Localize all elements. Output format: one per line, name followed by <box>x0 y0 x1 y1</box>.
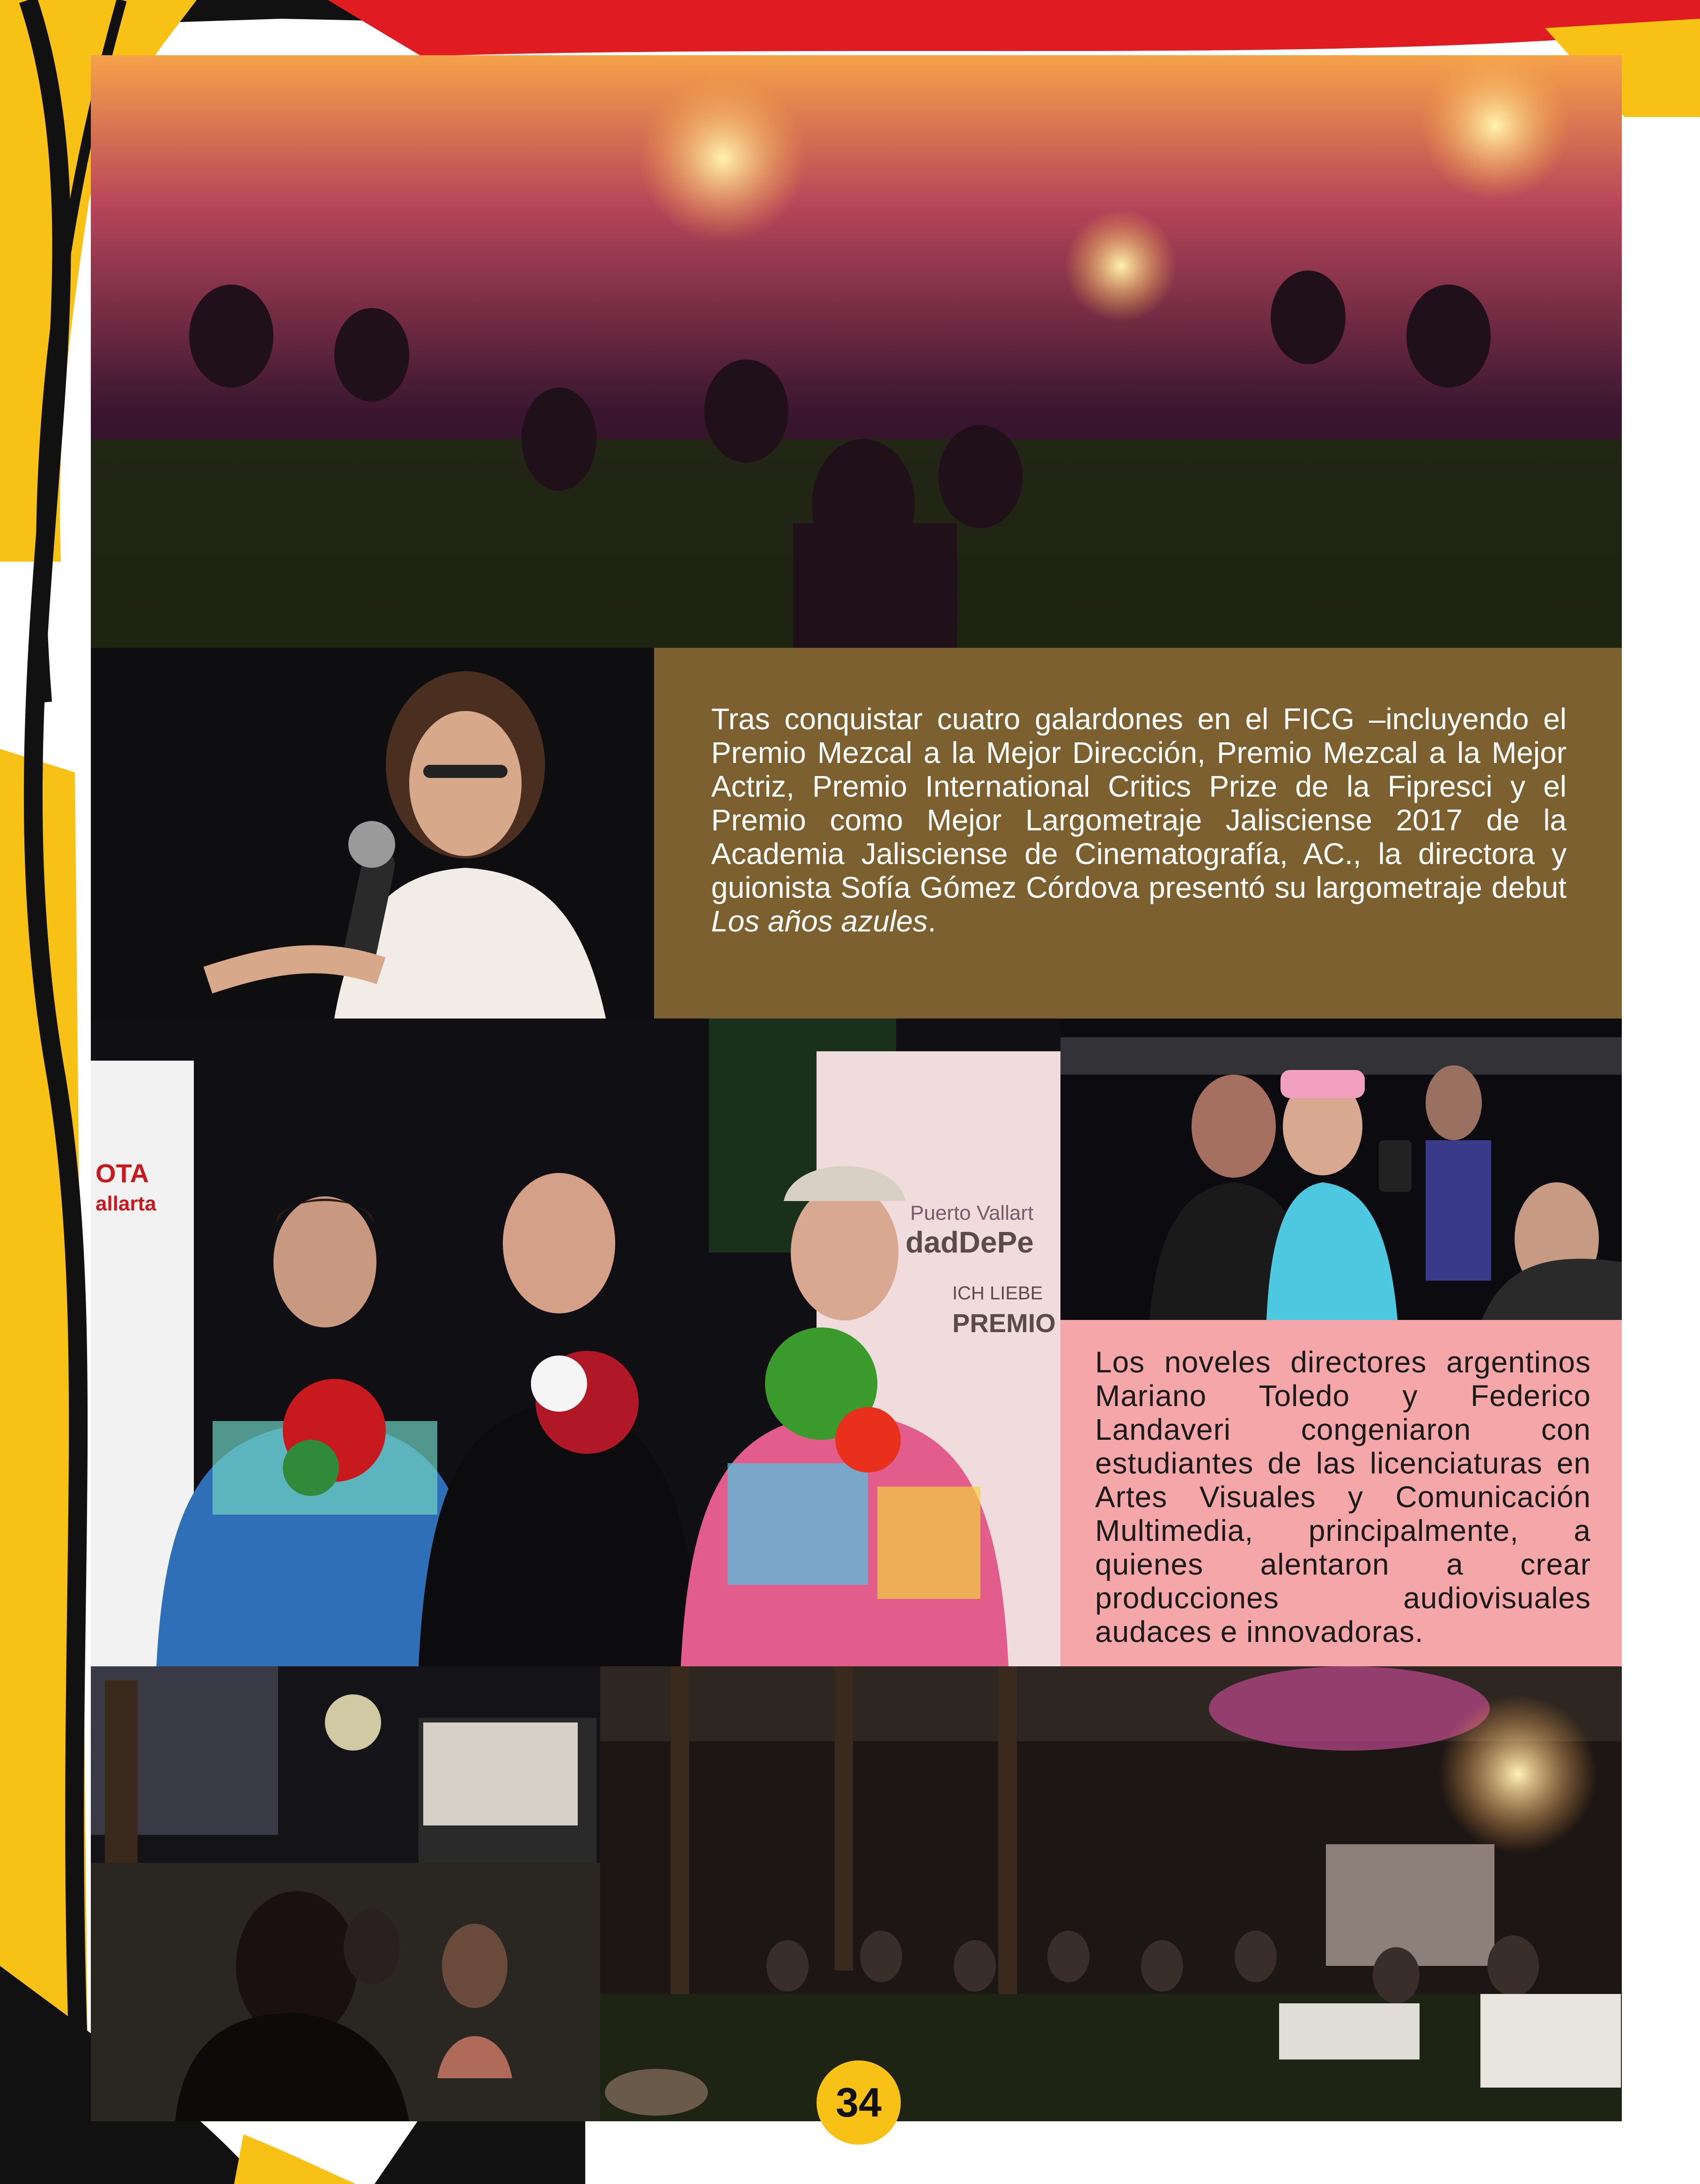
photo-street-screening <box>91 1666 600 2121</box>
page-number-badge: 34 <box>817 2060 901 2145</box>
banner-right-line3: ICH LIEBE <box>952 1283 1043 1304</box>
photo-audience-night-screening <box>91 55 1622 648</box>
photo-directors-with-flowers <box>91 1019 1060 1666</box>
caption-argentine-directors <box>1060 1320 1622 1666</box>
caption-sofia-end: . <box>927 904 936 938</box>
caption-sofia-text: Tras conquistar cuatro galardones en el FICG –incluyendo el Premio Mezcal a la Mejor Dirección, Premio Mezcal a la Mejor Actriz, Premio International Critics Prize de la Fipresci y el Premio como Mejor Largometraje Jalisciense 2017 de la Academia Jalisciense de Cinematografía, AC., la directora y guionista Sofía Gómez Córdova presentó su largometraje debut <box>711 702 1567 904</box>
caption-sofia-gomez <box>654 648 1622 1019</box>
banner-right-line4: PREMIO <box>952 1308 1056 1338</box>
banner-left-line1: OTA <box>96 1158 149 1188</box>
banner-left-line2: allarta <box>96 1192 156 1215</box>
film-title: Los años azules <box>711 904 928 938</box>
photo-lounge-screening <box>600 1666 1622 2121</box>
banner-right-line2: dadDePe <box>905 1225 1034 1259</box>
photo-director-microphone <box>91 648 654 1019</box>
caption-argentinos-text: Los noveles directores argentinos Mariano Toledo y Federico Landaveri congeniaron con estudiantes de las licenciaturas en Artes Visuales y Comunicación Multimedia, principalmente, a quienes alentaron a crear producciones audiovisuales audaces e innovadoras. <box>1095 1345 1591 1649</box>
photo-selfie-students <box>1060 1019 1622 1320</box>
banner-right-line1: Puerto Vallart <box>910 1202 1034 1224</box>
